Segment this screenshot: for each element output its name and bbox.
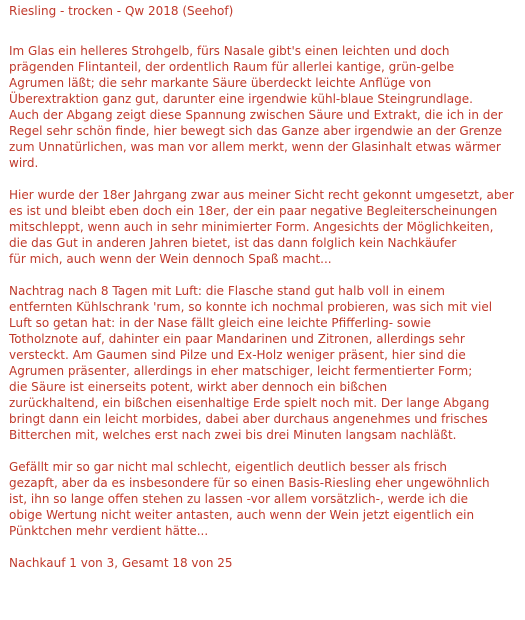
paragraph-addendum: Nachtrag nach 8 Tagen mit Luft: die Flasche stand gut halb voll in einem entfernten Kühlschrank 'rum, so konnte ich nochmal probieren, was sich mit viel Luft so getan hat: in der Nase fällt gleich eine leichte Pfifferling- sowie Totholznote auf, dahinter ein paar Mandarinen und Zitronen, allerdings sehr versteckt. Am Gaumen sind Pilze und Ex-Holz weniger präsent, hier sind die Agrumen präsenter, allerdings in eher matschiger, leicht fermentierter Form; die Säure ist einerseits potent, wirkt aber dennoch ein bißchen zurückhaltend, ein bißchen eisenhaltige Erde spielt noch mit. Der lange Abgang bringt dann ein leicht morbides, dabei aber durchaus angenehmes und frisches Bitterchen mit, welches erst nach zwei bis drei Minuten langsam nachläßt. <box>9 284 493 442</box>
paragraph-vintage-assessment: Hier wurde der 18er Jahrgang zwar aus meiner Sicht recht gekonnt umgesetzt, aber es ist und bleibt eben doch ein 18er, der ein paar negative Begleiterscheinungen mitschleppt, wenn auch in sehr minimierter Form. Angesichts der Möglichkeiten, die das Gut in anderen Jahren bietet, ist das dann folglich kein Nachkäufer für mich, auch wenn der Wein dennoch Spaß macht... <box>9 188 514 266</box>
rating-footer: Nachkauf 1 von 3, Gesamt 18 von 25 <box>9 556 233 570</box>
paragraph-tasting-notes: Im Glas ein helleres Strohgelb, fürs Nasale gibt's einen leichten und doch prägenden Flintanteil, der ordentlich Raum für allerlei kantige, grün-gelbe Agrumen läßt; die sehr markante Säure überdeckt leichte Anflüge von Überextraktion ganz gut, darunter eine irgendwie kühl-blaue Steingrundlage. Auch der Abgang zeigt diese Spannung zwischen Säure und Extrakt, die ich in der Regel sehr schön finde, hier bewegt sich das Ganze aber irgendwie an der Grenze zum Unnatürlichen, was man vor allem merkt, wenn der Glasinhalt etwas wärmer wird. <box>9 44 503 170</box>
post-title: Riesling - trocken - Qw 2018 (Seehof) <box>9 4 234 18</box>
paragraph-conclusion: Gefällt mir so gar nicht mal schlecht, eigentlich deutlich besser als frisch gezapft, aber da es insbesondere für so einen Basis-Riesling eher ungewöhnlich ist, ihn so lange offen stehen zu lassen -vor allem vorsätzlich-, werde ich die obige Wertung nicht weiter antasten, auch wenn der Wein jetzt eigentlich ein Pünktchen mehr verdient hätte... <box>9 460 490 538</box>
